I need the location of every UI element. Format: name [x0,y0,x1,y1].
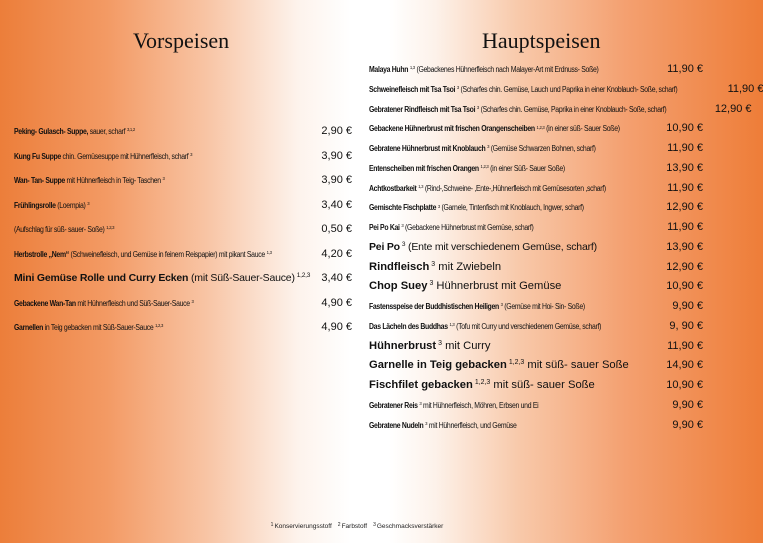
allergen-note: 1,2,3 [480,165,489,171]
menu-item-text [369,203,584,212]
dish-description: in Teig gebacken mit Süß-Sauer-Sauce [43,323,154,332]
dish-price: 11,90 € [667,339,703,352]
dish-name: Gebackene Wan-Tan [14,298,76,308]
menu-item [14,248,352,273]
menu-item-text [14,127,135,136]
dish-description: (Gemüse Schwarzen Bohnen, scharf) [489,144,596,153]
menu-item-text [369,322,601,331]
menu-item [369,359,703,379]
dish-name: Gebratene Hühnerbrust mit Knoblauch [369,144,486,153]
dish-price: 10,90 € [666,122,703,135]
menu-item [14,150,352,175]
footnote-text: Geschmacksverstärker [376,523,444,530]
allergen-note: 1,2,3 [474,379,491,387]
menu-item [369,241,703,261]
hauptspeisen-heading: Hauptspeisen [482,28,601,53]
dish-name: Kung Fu Suppe [14,151,61,161]
dish-description: (Gebackenes Hühnerfleisch nach Malayer-Art mit Erdnuss- Soße) [414,65,599,74]
menu-item [369,82,763,103]
dish-description: mit süß- sauer Soße [524,359,629,372]
dish-price: 11,90 € [667,181,703,194]
dish-name: Peking- Gulasch- Suppe, [14,127,89,136]
menu-item [369,261,703,281]
dish-price: 4,90 € [321,321,352,333]
allergen-note: 3 [437,204,440,210]
dish-name: Herbstrolle „Nem“ [14,249,69,259]
menu-item-text [369,280,561,292]
allergen-note: 3 [438,339,442,347]
dish-description: (mit Süß-Sauer-Sauce) [188,272,295,284]
dish-price: 12,90 € [714,102,752,115]
menu-item [14,272,352,297]
menu-item-text [369,302,585,311]
menu-item [369,102,752,123]
dish-name: Frühlingsrolle [14,200,56,210]
menu-item-text [369,340,490,352]
dish-description: mit Curry [441,339,491,352]
allergen-note: 3 [425,421,428,427]
footnote-number: 1 [270,522,274,528]
footnote-number: 2 [337,522,341,528]
dish-name: Mini Gemüse Rolle und Curry Ecken [14,272,189,284]
dish-description: (Loempia) [55,200,86,210]
dish-price: 14,90 € [666,359,703,372]
dish-price: 9,90 € [672,418,703,431]
menu-item-text [369,105,666,114]
menu-item-text [369,421,516,430]
dish-price: 4,90 € [321,296,352,309]
dish-name: Garnelle in Teig gebacken [369,359,507,372]
dish-description: (Rind-,Schweine- ,Ente-,Hühnerfleisch mit Gemüsesorten ,scharf) [423,183,606,193]
allergen-note: 3 [431,260,436,268]
menu-item-text [14,152,192,161]
dish-price: 3,40 € [321,272,352,284]
menu-item-text [369,144,596,153]
allergen-note: 1,2,3 [296,272,311,280]
dish-description: (Tofu mit Curry und verschiedenem Gemüse, scharf) [454,321,602,331]
allergen-note: 3 [487,145,490,151]
dish-name: Garnellen [14,323,44,332]
dish-price: 12,90 € [666,260,703,273]
menu-item-text [369,223,534,232]
dish-name: Chop Suey [369,280,428,293]
dish-description: (Gebackene Hühnerbrust mit Gemüse, scharf) [403,223,534,232]
allergen-note: 3 [191,299,194,305]
allergen-note: 3 [401,241,406,249]
allergen-note: 1,3 [449,323,455,329]
menu-item-text [14,272,310,284]
menu-item-text [369,379,595,391]
menu-item [369,162,703,182]
dish-price: 11,90 € [667,142,703,154]
allergen-note: 3 [419,402,422,408]
dish-price: 3,40 € [321,198,352,211]
dish-price: 12,90 € [666,201,703,214]
allergen-note: 3 [401,224,404,230]
dish-description: mit Hühnerfleisch, und Gemüse [427,420,517,430]
allergen-note: 3 [162,177,165,183]
dish-price: 11,90 € [727,82,763,95]
dish-price: 3,90 € [321,149,352,162]
dish-name: Achtkostbarkeit [369,183,417,193]
dish-name: Fischfilet gebacken [369,379,473,391]
dish-description: sauer, scharf [88,127,126,136]
allergen-note: 1,2,3 [508,359,525,367]
dish-description: (Schweinefleisch, und Gemüse in feinem Reispapier) mit pikant Sauce [68,249,265,259]
menu-item-text [369,164,565,173]
menu-item [14,297,352,322]
allergen-note: 3 [500,303,503,309]
dish-price: 11,90 € [667,221,703,233]
allergen-note: 3 [429,280,434,288]
menu-item-text [14,323,163,332]
allergen-note: 1,3 [418,184,424,190]
dish-price: 13,90 € [666,240,703,253]
dish-description: (Scharfes chin. Gemüse, Paprika in einer Knoblauch- Soße, scharf) [478,104,667,114]
menu-item-text [369,261,501,273]
allergen-note: 3 [476,105,479,111]
menu-item-text [14,299,194,308]
dish-name: Pei Po [369,240,400,253]
menu-item-text [369,184,606,193]
dish-name: Malaya Huhn [369,65,409,74]
dish-price: 10,90 € [666,379,703,391]
vorspeisen-heading: Vorspeisen [133,28,230,53]
allergen-note: 3,1,2 [126,128,135,134]
menu-item [14,199,352,224]
dish-description: (Garnele, Tintenfisch mit Knoblauch, Ingwer, scharf) [439,203,584,213]
menu-item-text [14,176,165,185]
allergen-note: 1,3 [409,66,415,72]
menu-item [369,201,703,221]
dish-name: Gebratener Reis [369,400,418,410]
vorspeisen-list [14,125,352,346]
menu-item [369,399,703,419]
menu-item [369,63,703,83]
dish-name: Gebackene Hühnerbrust mit frischen Orangenscheiben [369,124,535,134]
dish-name: Wan- Tan- Suppe [14,176,65,185]
menu-item-text [369,124,620,133]
footnote-text: Konservierungsstoff [274,523,332,530]
menu-item-text [14,225,114,234]
dish-description: mit Hühnerfleisch in Teig- Taschen [64,176,161,185]
dish-price: 10,90 € [666,280,703,293]
menu-item [369,182,703,202]
dish-name: Hühnerbrust [369,339,437,352]
menu-item [369,340,703,360]
dish-name: Gemischte Fischplatte [369,203,437,213]
dish-description: mit Zwiebeln [435,260,502,273]
dish-name: Rindfleisch [369,260,430,273]
menu-item [369,320,703,340]
dish-description: (Aufschlag für süß- sauer- Soße) [14,225,105,234]
dish-price: 2,90 € [321,125,352,137]
allergen-note: 3 [87,201,90,207]
menu-item [369,142,703,162]
dish-price: 9,90 € [672,398,703,411]
footnote-number: 3 [373,522,376,528]
dish-price: 13,90 € [666,161,703,174]
dish-description: (Gemüse mit Hoi- Sin- Soße) [502,302,585,311]
footnote-text: Farbstoff [341,523,368,530]
dish-description: mit Hühnerfleisch, Möhren, Erbsen und Ei [421,400,539,410]
dish-name: Schweinefleisch mit Tsa Tsoi [369,84,456,94]
dish-price: 0,50 € [321,223,352,235]
menu-item [14,223,352,248]
menu-item [369,280,703,300]
dish-description: mit Hühnerfleisch und Süß-Sauer-Sauce [75,298,190,308]
dish-price: 11,90 € [667,63,703,75]
dish-description: (Scharfes chin. Gemüse, Lauch und Paprika in einer Knoblauch- Soße, scharf) [458,84,678,94]
menu-item-text [369,65,598,74]
allergen-note: 3 [190,152,193,158]
hauptspeisen-list [369,63,763,438]
allergen-note: 3 [456,86,459,92]
allergen-note: 1,2,3 [536,125,545,131]
menu-item [14,321,352,346]
menu-item-text [369,241,597,253]
menu-item-text [14,250,272,259]
menu-item [369,379,703,399]
dish-description: Hühnerbrust mit Gemüse [433,280,562,293]
dish-name: Gebratene Nudeln [369,420,424,430]
footnotes [0,522,720,530]
menu-item [369,122,703,142]
dish-price: 9,90 € [672,300,703,312]
allergen-note: 1,3 [266,250,272,256]
allergen-note: 1,2,3 [106,226,115,232]
dish-name: Entenscheiben mit frischen Orangen [369,163,479,173]
dish-description: (Ente mit verschiedenem Gemüse, scharf) [405,240,597,253]
menu-item-text [14,201,89,210]
menu-item [369,221,703,241]
menu-item [369,300,703,320]
allergen-note: 1,2,3 [155,324,164,330]
dish-price: 3,90 € [321,174,352,186]
dish-name: Pei Po Kai [369,223,400,232]
menu-item [369,419,703,439]
dish-description: (in einer Süß- Sauer Soße) [488,163,565,173]
dish-description: (in einer süß- Sauer Soße) [544,124,620,134]
dish-name: Fastensspeise der Buddhistischen Heiligen [369,302,499,311]
dish-name: Gebratener Rindfleisch mit Tsa Tsoi [369,104,476,114]
menu-item-text [369,85,677,94]
menu-item-text [369,359,629,371]
dish-description: chin. Gemüsesuppe mit Hühnerfleisch, scharf [60,151,189,161]
menu-item-text [369,401,538,410]
dish-name: Das Lächeln des Buddhas [369,321,448,331]
menu-item [14,125,352,150]
dish-price: 4,20 € [321,247,352,260]
menu-item [14,174,352,199]
dish-price: 9, 90 € [669,319,703,332]
dish-description: mit süß- sauer Soße [490,379,595,391]
